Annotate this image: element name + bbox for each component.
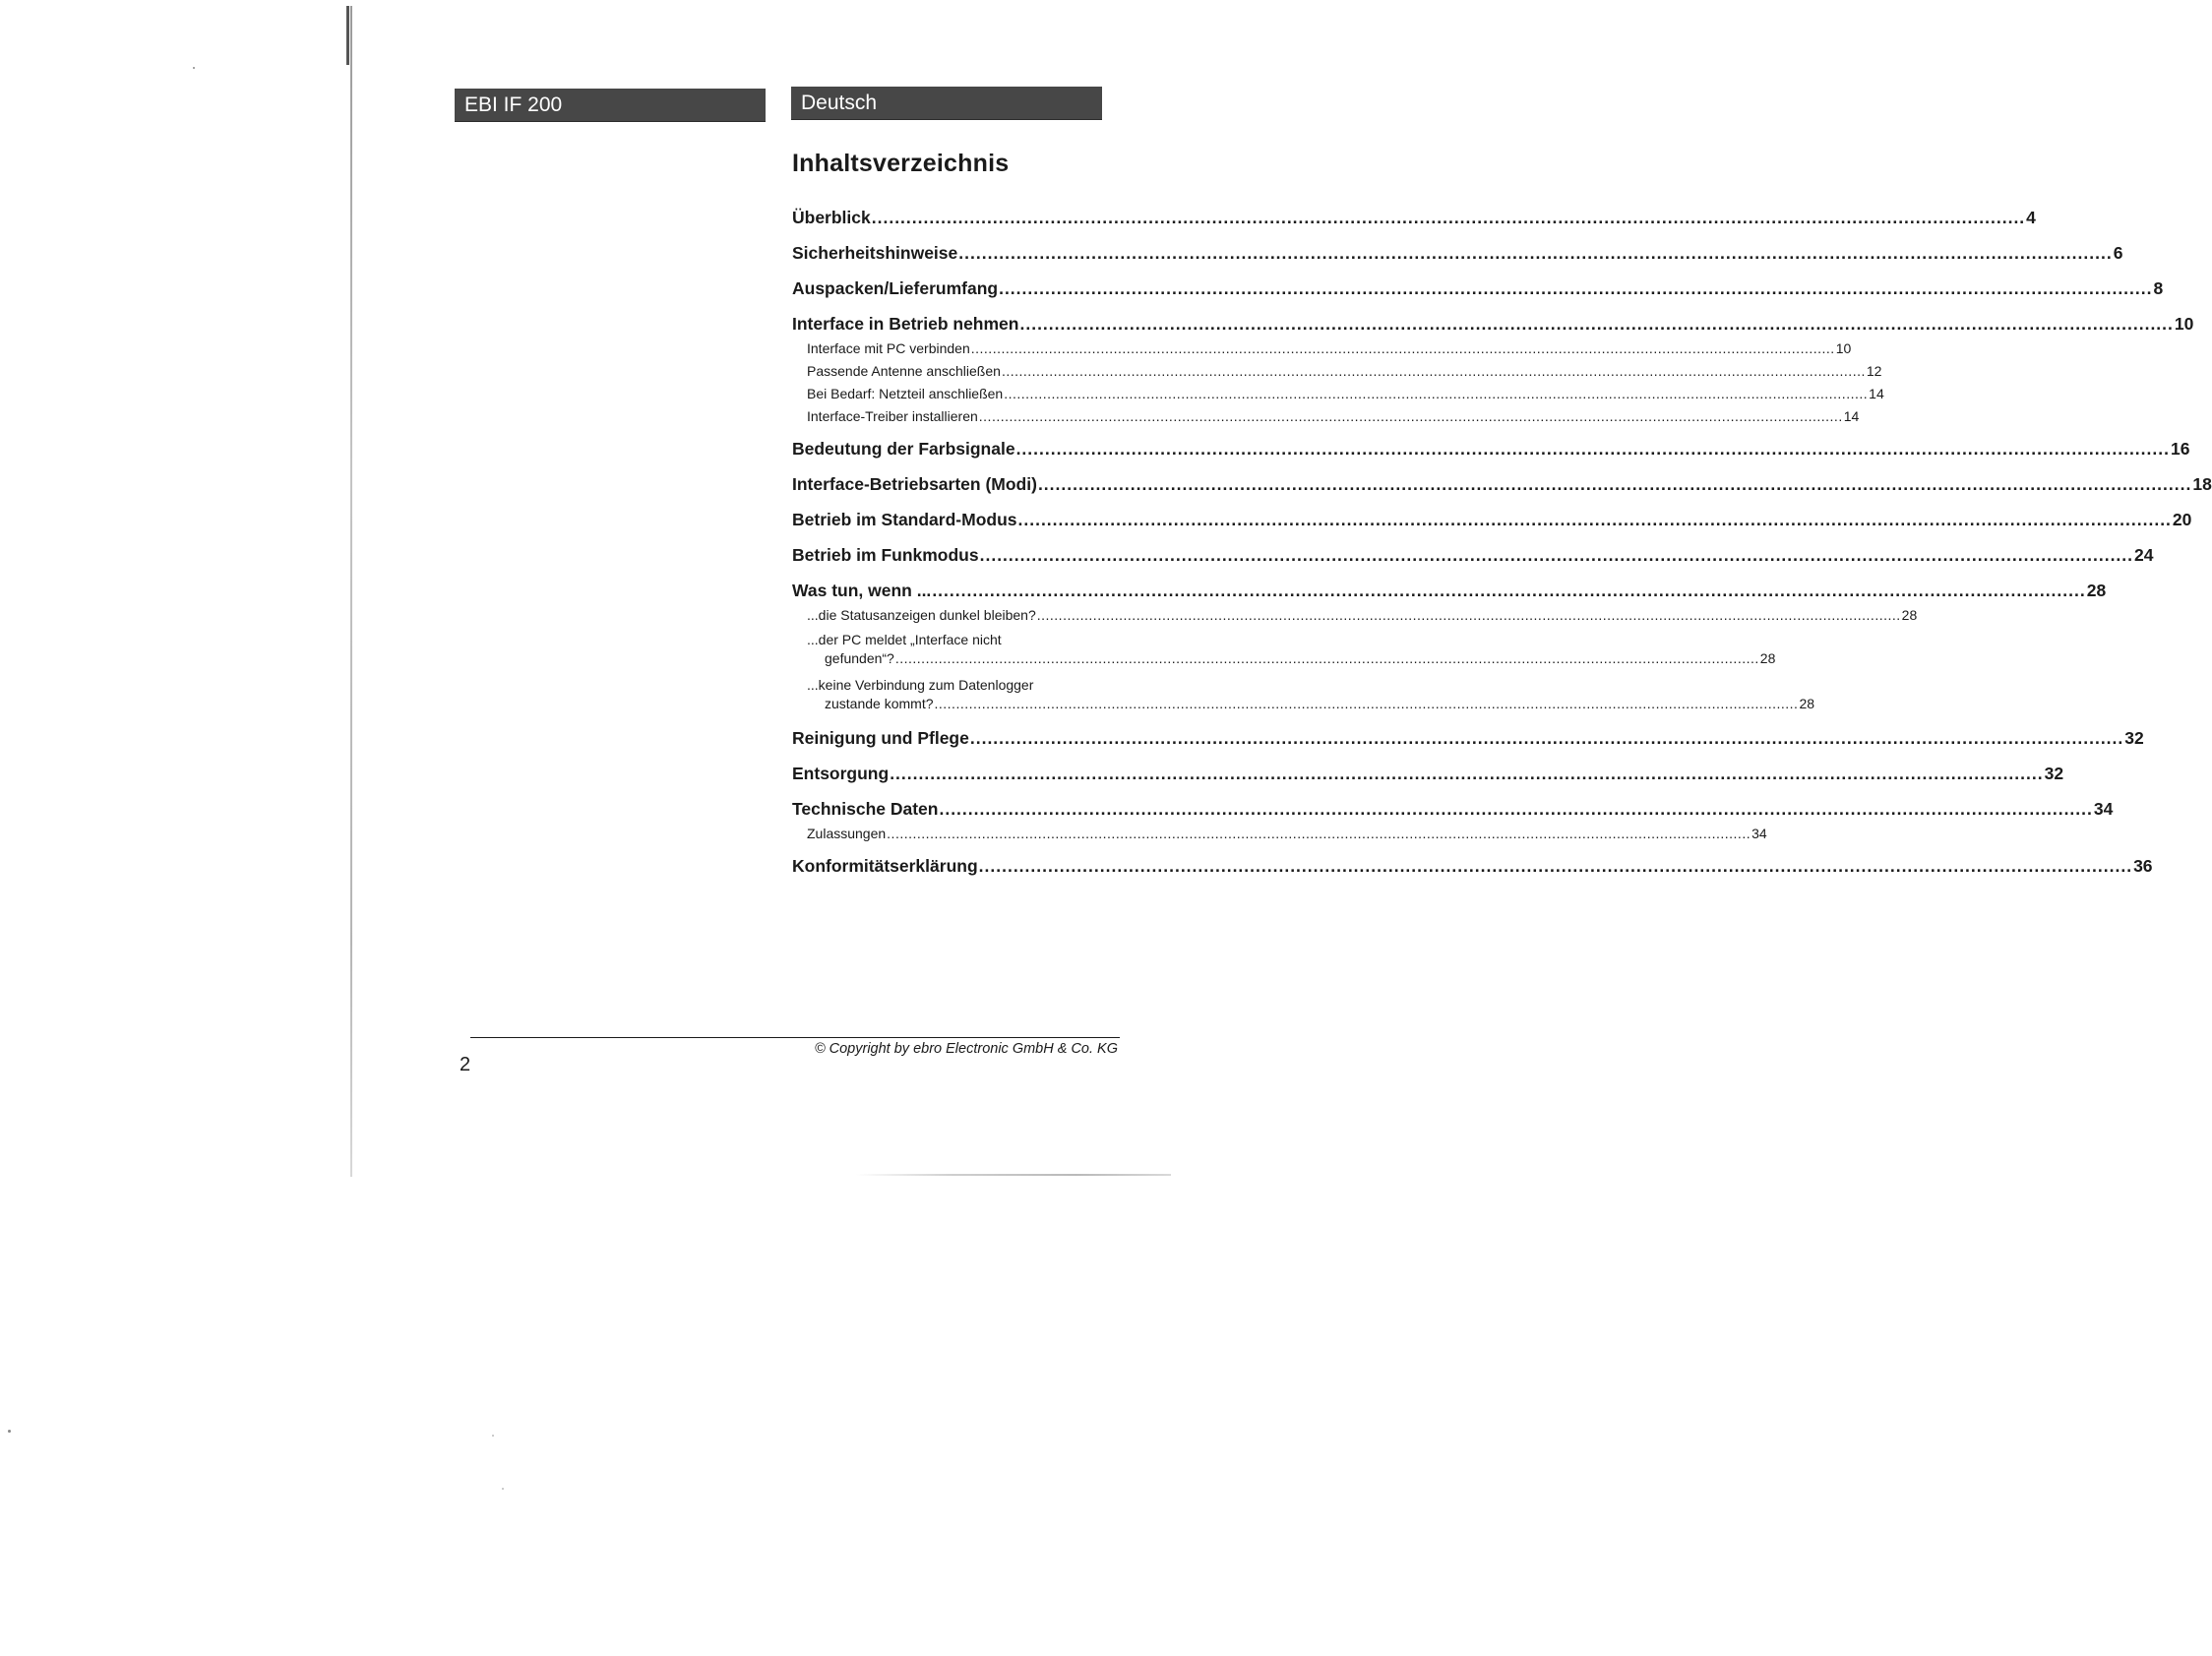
- page-number: 2: [460, 1054, 471, 1075]
- toc-subentry-pc-verbinden[interactable]: Interface mit PC verbinden ........................................................................................................................................................................................................ 10: [807, 340, 1852, 356]
- toc-entry-label: Interface in Betrieb nehmen: [792, 314, 1019, 334]
- toc-entry-label: Bedeutung der Farbsignale: [792, 439, 1015, 459]
- toc-entry-page: 32: [2044, 764, 2064, 783]
- toc-entry-label: Auspacken/Lieferumfang: [792, 278, 999, 298]
- toc-entry-page: 28: [2086, 581, 2107, 600]
- scan-speck: [8, 1430, 11, 1433]
- toc-entry-page: 34: [2093, 799, 2114, 819]
- scan-speck: [502, 1488, 504, 1490]
- toc-entry-page: 14: [1843, 408, 1860, 424]
- toc-entry-label: ...keine Verbindung zum Datenlogger: [807, 677, 1034, 693]
- toc-entry-reinigung[interactable]: Reinigung und Pflege ........................................................................................................................................................................................................ 32: [792, 728, 2144, 748]
- header-language-label: Deutsch: [801, 92, 878, 114]
- toc-entry-page: 28: [1759, 650, 1776, 666]
- toc-entry-label: Überblick: [792, 208, 871, 227]
- toc-entry-konformitaet[interactable]: Konformitätserklärung ........................................................................................................................................................................................................ 36: [792, 856, 2153, 876]
- toc-subentry-statusanzeigen[interactable]: ...die Statusanzeigen dunkel bleiben? ........................................................................................................................................................................................................ 28: [807, 607, 1918, 623]
- toc-entry-page: 18: [2192, 474, 2212, 494]
- footer-rule: [470, 1037, 1120, 1038]
- toc-subentry-interface-nicht-gefunden[interactable]: ...der PC meldet „Interface nicht gefunden“? ........................................................................................................................................................................................................ 28: [807, 632, 1776, 666]
- toc-entry-was-tun[interactable]: Was tun, wenn ... ........................................................................................................................................................................................................ 28: [792, 581, 2107, 600]
- header-model-bar: [455, 89, 766, 122]
- toc-entry-page: 8: [2153, 278, 2164, 298]
- toc-entry-page: 24: [2134, 545, 2154, 565]
- toc-entry-page: 20: [2172, 510, 2192, 529]
- toc-entry-label-continued: zustande kommt?: [825, 696, 934, 711]
- toc-subentry-netzteil[interactable]: Bei Bedarf: Netzteil anschließen ........................................................................................................................................................................................................ 14: [807, 386, 1884, 401]
- toc-entry-label: ...der PC meldet „Interface nicht: [807, 632, 1002, 647]
- toc-entry-label: Entsorgung: [792, 764, 890, 783]
- toc-entry-farbsignale[interactable]: Bedeutung der Farbsignale ........................................................................................................................................................................................................ 16: [792, 439, 2190, 459]
- toc-entry-label: Technische Daten: [792, 799, 939, 819]
- toc-entry-page: 10: [2174, 314, 2194, 334]
- scan-edge: [856, 1174, 1171, 1176]
- toc-entry-sicherheitshinweise[interactable]: Sicherheitshinweise ........................................................................................................................................................................................................ 6: [792, 243, 2123, 263]
- toc-entry-ueberblick[interactable]: Überblick ........................................................................................................................................................................................................ 4: [792, 208, 2036, 227]
- toc-entry-page: 14: [1869, 386, 1884, 401]
- toc-entry-label: Reinigung und Pflege: [792, 728, 969, 748]
- toc-entry-label-continued: gefunden“?: [825, 650, 894, 666]
- scan-speck: [492, 1435, 494, 1437]
- toc-entry-label: Interface mit PC verbinden: [807, 340, 970, 356]
- toc-subentry-zulassungen[interactable]: Zulassungen ........................................................................................................................................................................................................ 34: [807, 826, 1767, 841]
- toc-subentry-keine-verbindung[interactable]: ...keine Verbindung zum Datenlogger zustande kommt? ........................................................................................................................................................................................................ 28: [807, 677, 1815, 711]
- toc-entry-page: 34: [1751, 826, 1767, 841]
- table-of-contents: [792, 202, 2212, 877]
- header-language-bar: [791, 87, 1102, 120]
- toc-entry-page: 12: [1866, 363, 1882, 379]
- toc-entry-label: Passende Antenne anschließen: [807, 363, 1001, 379]
- binding-line: [350, 6, 352, 1177]
- toc-entry-page: 32: [2124, 728, 2144, 748]
- toc-entry-label: Betrieb im Standard-Modus: [792, 510, 1017, 529]
- toc-entry-technische-daten[interactable]: Technische Daten ........................................................................................................................................................................................................ 34: [792, 799, 2114, 819]
- toc-entry-label: Sicherheitshinweise: [792, 243, 958, 263]
- binding-mark: [346, 6, 349, 65]
- toc-entry-label: Interface-Treiber installieren: [807, 408, 978, 424]
- toc-entry-auspacken[interactable]: Auspacken/Lieferumfang ........................................................................................................................................................................................................ 8: [792, 278, 2164, 298]
- toc-entry-page: 28: [1901, 607, 1918, 623]
- toc-title: Inhaltsverzeichnis: [792, 150, 1010, 177]
- toc-entry-funkmodus[interactable]: Betrieb im Funkmodus ........................................................................................................................................................................................................ 24: [792, 545, 2154, 565]
- toc-entry-standard-modus[interactable]: Betrieb im Standard-Modus ........................................................................................................................................................................................................ 20: [792, 510, 2192, 529]
- toc-entry-page: 10: [1835, 340, 1852, 356]
- header-model-label: EBI IF 200: [464, 93, 563, 116]
- scan-speck: [193, 67, 195, 69]
- toc-entry-page: 6: [2113, 243, 2123, 263]
- toc-entry-label: Bei Bedarf: Netzteil anschließen: [807, 386, 1004, 401]
- copyright-notice: © Copyright by ebro Electronic GmbH & Co. KG: [814, 1041, 1118, 1057]
- toc-entry-page: 16: [2170, 439, 2190, 459]
- toc-entry-label: ...die Statusanzeigen dunkel bleiben?: [807, 607, 1036, 623]
- toc-entry-page: 28: [1799, 696, 1815, 711]
- toc-entry-interface-in-betrieb[interactable]: Interface in Betrieb nehmen ........................................................................................................................................................................................................ 10: [792, 314, 2194, 334]
- toc-entry-label: Interface-Betriebsarten (Modi): [792, 474, 1037, 494]
- toc-entry-page: 36: [2133, 856, 2153, 876]
- toc-subentry-antenne[interactable]: Passende Antenne anschließen ........................................................................................................................................................................................................ 12: [807, 363, 1882, 379]
- toc-entry-entsorgung[interactable]: Entsorgung ........................................................................................................................................................................................................ 32: [792, 764, 2064, 783]
- toc-entry-label: Was tun, wenn ...: [792, 581, 932, 600]
- toc-subentry-treiber[interactable]: Interface-Treiber installieren ........................................................................................................................................................................................................ 14: [807, 408, 1860, 424]
- toc-entry-label: Konformitätserklärung: [792, 856, 978, 876]
- toc-entry-label: Betrieb im Funkmodus: [792, 545, 979, 565]
- toc-entry-page: 4: [2026, 208, 2036, 227]
- toc-entry-betriebsarten[interactable]: Interface-Betriebsarten (Modi) ........................................................................................................................................................................................................ 18: [792, 474, 2212, 494]
- toc-entry-label: Zulassungen: [807, 826, 887, 841]
